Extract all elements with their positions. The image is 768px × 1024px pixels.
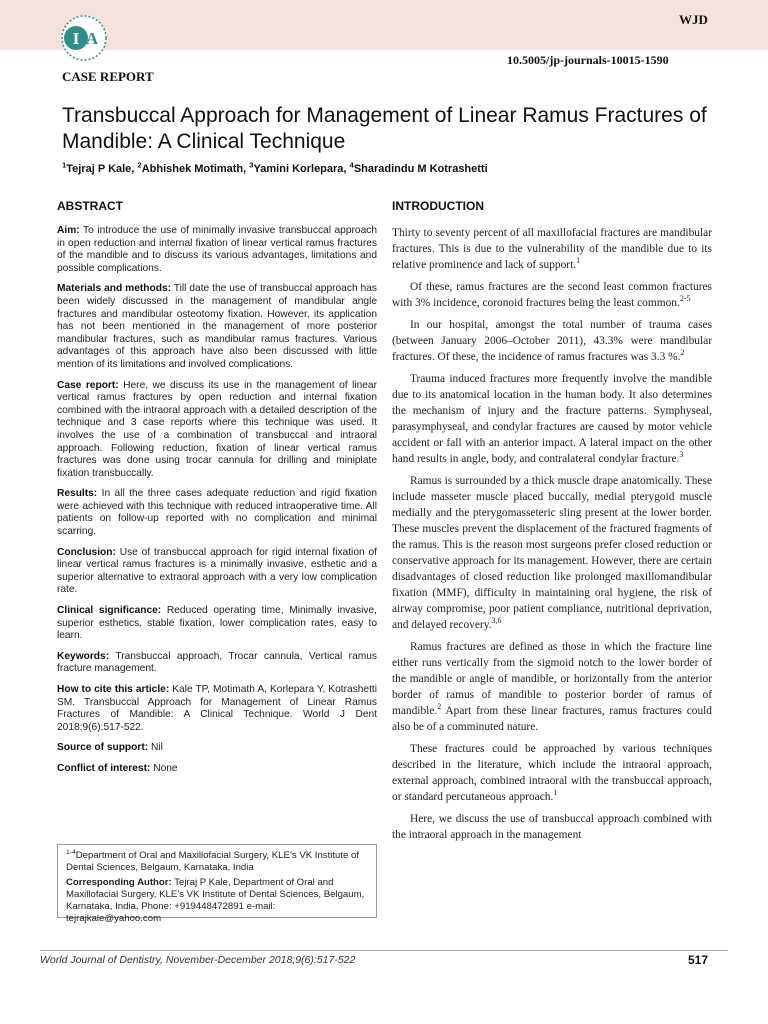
- svg-text:A: A: [85, 29, 99, 48]
- corresponding-author: Corresponding Author: Tejraj P Kale, Department of Oral and Maxillofacial Surgery, KLE’s VK Institute of Dental Sciences, Belgaum, Karnataka, India, Phone: +919448472891 e-mail: tejrajkale@yahoo.com: [66, 877, 365, 924]
- abstract-significance: Clinical significance: Reduced operating time, Minimally invasive, superior esthetics, stable fixation, lower complication rates, easy to learn.: [57, 605, 377, 642]
- source-of-support: Source of support: Nil: [57, 742, 163, 754]
- footer-journal: World Journal of Dentistry, November-December 2018;9(6):517-522: [40, 954, 356, 966]
- author-list: $^1$Tejraj P Kale, $^2$Abhishek Motimath, $^3$Yamini Korlepara, $^4$Sharadindu M Kotrashetti: [62, 160, 488, 175]
- abstract-column: [57, 199, 377, 784]
- intro-paragraph-4: Trauma induced fractures more frequently involve the mandible due to its anatomical location in the human body. It also determines the mechanism of injury and the fracture patterns. Symphyseal, parasymphyseal, and condylar fractures are caused by motor vehicle accident or fall with an anterior impact. A lateral impact on the other hand results in angle, body, and contralateral condylar fracture.$^3$: [392, 373, 712, 465]
- introduction-heading: INTRODUCTION: [392, 199, 484, 213]
- abstract-aim: Aim: To introduce the use of minimally invasive transbuccal approach in open reduction and internal fixation of linear vertical ramus fractures of the mandible and to discuss its various advantages, limitations and possible complications.: [57, 225, 377, 274]
- keywords: Keywords: Transbuccal approach, Trocar cannula, Vertical ramus fracture management.: [57, 650, 377, 675]
- article-title: Transbuccal Approach for Management of Linear Ramus Fractures of Mandible: A Clinical Technique: [62, 104, 707, 153]
- intro-paragraph-6: Ramus fractures are defined as those in which the fracture line either runs vertically from the sigmoid notch to the lower border of the mandible or angle of mandible, or horizontally from the anterior border of ramus of mandible to posterior border of ramus of mandible.$^2$ Apart from these linear fractures, ramus fractures could also be of a comminuted nature.: [392, 641, 712, 733]
- intro-paragraph-3: In our hospital, amongst the total number of trauma cases (between January 2006–October 2011), 43.3% were mandibular fractures. Of these, the incidence of ramus fractures was 3.3 %.$^2$: [392, 319, 712, 363]
- abstract-results: Results: In all the three cases adequate reduction and rigid fixation were achieved with this technique with reduced intraoperative time. All patients on follow-up reported with no complication and minimal scarring.: [57, 488, 377, 538]
- intro-paragraph-7: These fractures could be approached by various techniques described in the literature, which include the intraoral approach, external approach, combined intraoral with the transbuccal approach, or standard percutaneous approach.$^1$: [392, 743, 712, 803]
- footer-divider: [40, 950, 728, 951]
- article-type: CASE REPORT: [62, 69, 154, 84]
- svg-text:I: I: [72, 29, 80, 48]
- intro-paragraph-8: Here, we discuss the use of transbuccal approach combined with the intraoral approach in the management: [392, 813, 712, 841]
- abstract-case-report: Case report: Here, we discuss its use in the management of linear vertical ramus fractures by open reduction and internal fixation combined with the intraoral approach with a detailed description of the technique and 3 case reports where this technique was used. It involves the use of a combination of transbuccal and intraoral approach. Following reduction, fixation of linear vertical ramus fractures was done using trocar cannula for drilling and miniplate fixation transbuccally.: [57, 379, 377, 479]
- citation: How to cite this article: Kale TP, Motimath A, Korlepara Y, Kotrashetti SM. Transbuccal Approach for Management of Linear Ramus Fractures of Mandible: A Clinical Technique. World J Dent 2018;9(6):517-522.: [57, 684, 377, 733]
- affiliation: $^{1-4}$Department of Oral and Maxillofacial Surgery, KLE’s VK Institute of Dental Sciences, Belgaum, Karnataka, India: [66, 848, 360, 873]
- intro-paragraph-5: Ramus is surrounded by a thick muscle drape anatomically. These include masseter muscle placed buccally, medial pterygoid muscle medially and the pterygomasseteric sling present at the lower border. These muscles prevent the displacement of the fractured fragments of the ramus. This is the reason most surgeons prefer closed reduction or conservative approach for its management. However, there are certain disadvantages of closed reduction like prolonged maxillomandibular fixation (MMF), difficulty in maintaining oral hygiene, the risk of airway compromise, poor patient compliance, nutritional deprivation, and delayed recovery.$^{3,6}$: [392, 475, 712, 631]
- affiliation-box: [57, 844, 377, 924]
- intro-paragraph-2: Of these, ramus fractures are the second least common fractures with 3% incidence, coronoid fractures being the least common.$^{2-5}$: [392, 281, 712, 309]
- intro-paragraph-1: Thirty to seventy percent of all maxillofacial fractures are mandibular fractures. This is due to the vulnerability of the mandible due to its relative prominence and lack of support.$^1$: [392, 227, 712, 271]
- doi[interactable]: 10.5005/jp-journals-10015-1590: [507, 53, 669, 67]
- header-band: [0, 0, 768, 50]
- journal-logo: [60, 14, 108, 62]
- abstract-conclusion: Conclusion: Use of transbuccal approach for rigid internal fixation of linear vertical ramus fractures is a minimally invasive, esthetic and a superior alternative to extraoral approach with a very low complication rate.: [57, 546, 377, 596]
- introduction-column: [392, 199, 712, 849]
- page-number: 517: [688, 953, 709, 967]
- conflict-of-interest: Conflict of interest: None: [57, 762, 178, 774]
- abstract-heading: ABSTRACT: [57, 199, 123, 213]
- abstract-methods: Materials and methods: Till date the use of transbuccal approach has been widely discussed in the management of mandibular angle fractures and mandibular osteotomy fixation. However, its application has not been mentioned in the management of more posterior mandibular fractures, such as mandibular ramus fractures. Various advantages of this approach have also been discussed with little mention of its limitations and involved complications.: [57, 283, 377, 370]
- journal-abbrev: WJD: [679, 12, 708, 27]
